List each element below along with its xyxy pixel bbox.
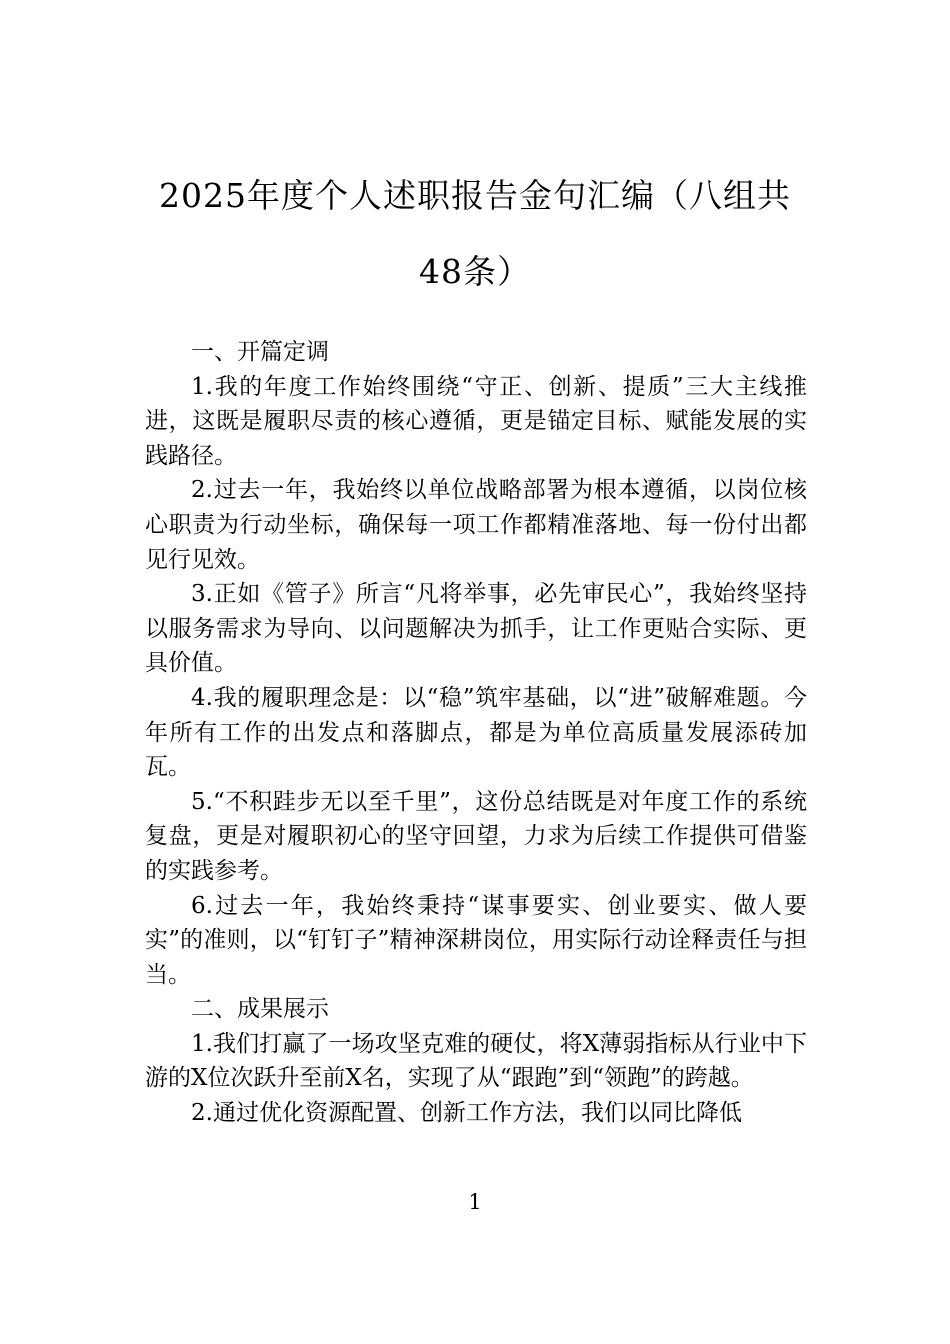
section-heading: 一、开篇定调 — [191, 339, 329, 365]
document-title: 2025年度个人述职报告金句汇编（八组共48条） — [159, 176, 791, 291]
paragraph: 1.我们打赢了一场攻坚克难的硬仗，将X薄弱指标从行业中下游的X位次跃升至前X名，实现了从“跟跑”到“领跑”的跨越。 — [145, 1030, 807, 1092]
paragraph: 3.正如《管子》所言“凡将举事，必先审民心”，我始终坚持以服务需求为导向、以问题解决为抓手，让工作更贴合实际、更具价值。 — [145, 581, 807, 677]
section-heading: 二、成果展示 — [191, 996, 329, 1023]
paragraph: 5.“不积跬步无以至千里”，这份总结既是对年度工作的系统复盘，更是对履职初心的坚守回望，力求为后续工作提供可借鉴的实践参考。 — [145, 788, 807, 884]
page-number: 1 — [468, 1190, 482, 1214]
paragraph: 1.我的年度工作始终围绕“守正、创新、提质”三大主线推进，这既是履职尽责的核心遵循，更是锚定目标、赋能发展的实践路径。 — [145, 373, 807, 469]
paragraph: 2.过去一年，我始终以单位战略部署为根本遵循，以岗位核心职责为行动坐标，确保每一项工作都精准落地、每一份付出都见行见效。 — [145, 477, 807, 573]
paragraph: 4.我的履职理念是：以“稳”筑牢基础，以“进”破解难题。今年所有工作的出发点和落脚点，都是为单位高质量发展添砖加瓦。 — [145, 684, 807, 781]
paragraph: 6.过去一年，我始终秉持“谋事要实、创业要实、做人要实”的准则，以“钉钉子”精神深耕岗位，用实际行动诠释责任与担当。 — [145, 892, 807, 988]
document-body — [145, 335, 807, 1131]
paragraph: 2.通过优化资源配置、创新工作方法，我们以同比降低 — [191, 1100, 742, 1127]
